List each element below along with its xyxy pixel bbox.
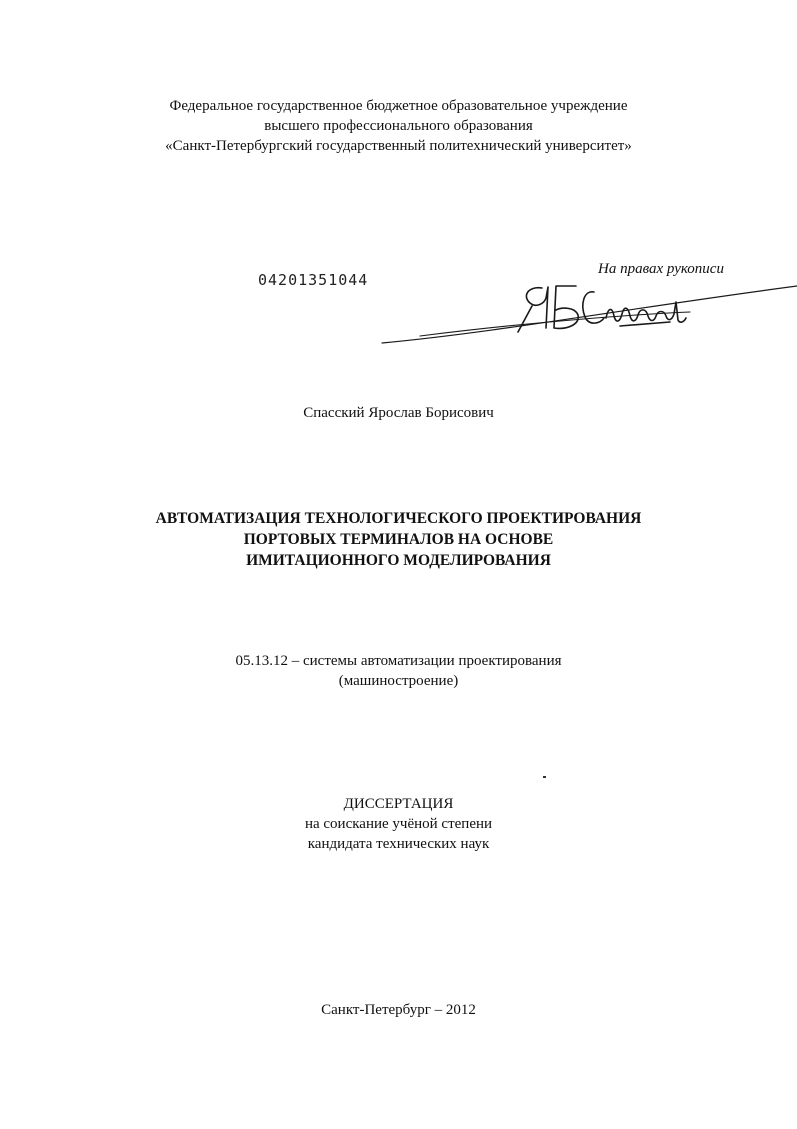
institution-line-2: высшего профессионального образования: [264, 118, 533, 134]
degree-line-2: на соискание учёной степени: [304, 816, 493, 832]
degree-line-3: кандидата технических наук: [307, 836, 490, 852]
institution-line-3: «Санкт-Петербургский государственный политехнический университет»: [165, 138, 632, 154]
city-year: Санкт-Петербург – 2012: [321, 1002, 476, 1018]
title-line-3: ИМИТАЦИОННОГО МОДЕЛИРОВАНИЯ: [246, 552, 551, 569]
title-line-1: АВТОМАТИЗАЦИЯ ТЕХНОЛОГИЧЕСКОГО ПРОЕКТИРОВАНИЯ: [155, 510, 642, 527]
institution-header: [0, 96, 797, 156]
specialty-line-1: 05.13.12 – системы автоматизации проектирования: [235, 653, 562, 669]
degree-line-1: ДИССЕРТАЦИЯ: [343, 796, 454, 812]
title-line-2: ПОРТОВЫХ ТЕРМИНАЛОВ НА ОСНОВЕ: [243, 531, 554, 548]
registration-stamp: 04201351044: [258, 271, 369, 289]
handwritten-signature: [380, 270, 797, 350]
institution-line-1: Федеральное государственное бюджетное образовательное учреждение: [169, 98, 628, 114]
author-name: Спасский Ярослав Борисович: [303, 405, 494, 421]
dissertation-title: [0, 508, 797, 571]
specialty-code: [0, 651, 797, 691]
degree-statement: [0, 794, 797, 854]
specialty-line-2: (машиностроение): [338, 673, 459, 689]
manuscript-note: На правах рукописи: [598, 261, 724, 277]
stray-mark: [543, 776, 546, 778]
